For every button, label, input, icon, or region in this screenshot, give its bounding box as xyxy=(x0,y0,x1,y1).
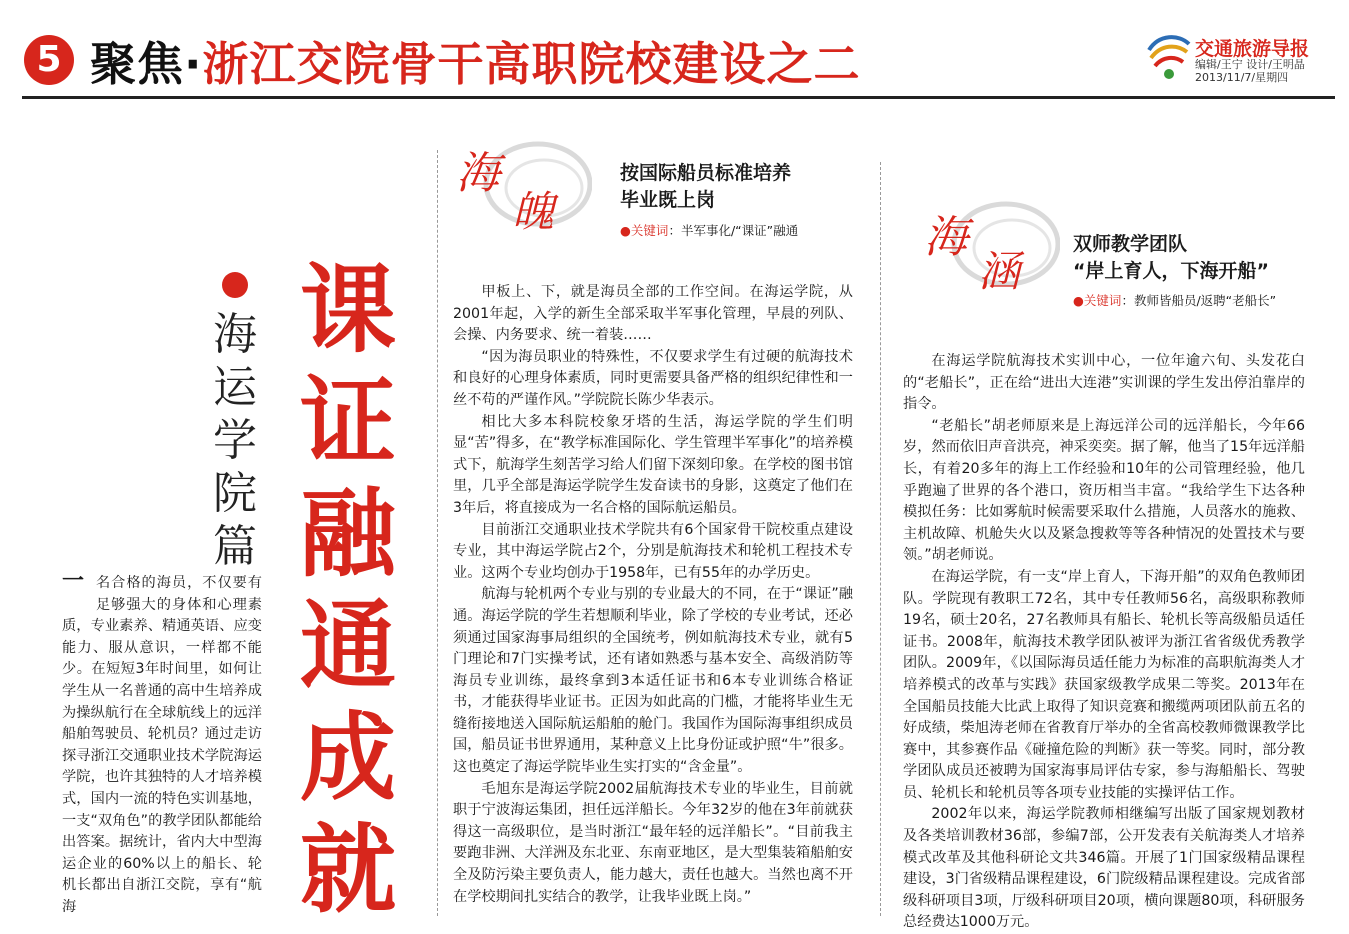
keyword-values: ：教师皆船员/返聘“老船长” xyxy=(1121,293,1277,308)
bullet-dot-icon xyxy=(222,272,248,298)
side-title-char: 学 xyxy=(213,415,257,466)
title-line: “岸上育人，下海开船” xyxy=(1073,260,1269,282)
headline-char: 课 xyxy=(300,254,396,366)
side-title xyxy=(210,308,260,573)
keywords-middle xyxy=(620,221,798,239)
header-rule xyxy=(22,96,1335,99)
issue-date: 2013/11/7/星期四 xyxy=(1195,71,1289,84)
title-separator: · xyxy=(184,37,203,91)
section-label: 聚焦 xyxy=(90,37,184,91)
editor-credits: 编辑/王宁 设计/王明晶 xyxy=(1195,58,1305,71)
title-line: 双师教学团队 xyxy=(1073,233,1188,255)
bullet-icon: ● xyxy=(620,223,631,238)
paragraph: “老船长”胡老师原来是上海远洋公司的远洋船长，今年66岁，然而依旧声音洪亮，神采奕奕。据了解，他当了15年远洋船长，有着20多年的海上工作经验和10年的公司管理经验，他几乎跑遍了世界的各个港口，资历相当丰富。“我给学生下达各种模拟任务：比如雾航时候需要采取什么措施，人员落水的施救、主机故障、机舱失火以及紧急搜救等等各种情况的处置技术与要领。”胡老师说。 xyxy=(903,417,1305,564)
title-line: 毕业既上岗 xyxy=(620,189,716,211)
intro-paragraph: 名合格的海员，不仅要有足够强大的身体和心理素质，专业素养、精通英语、应变能力、服从意识，一样都不能少。在短短3年时间里，如何让学生从一名普通的高中生培养成为操纵航行在全球航线上的远洋船舶驾驶员、轮机员？通过走访探寻浙江交通职业技术学院海运学院，也许其独特的人才培养模式，国内一流的特色实训基地，一支“双角色”的教学团队都能给出答案。据统计，省内大中型海运企业的60%以上的船长、轮机长都出自浙江交院，享有“航海 xyxy=(62,575,262,915)
paragraph: “因为海员职业的特殊性，不仅要求学生有过硬的航海技术和良好的心理身体素质，同时更需要具备严格的组织纪律性和一丝不苟的严谨作风。”学院院长陈少华表示。 xyxy=(453,348,853,408)
side-title-char: 院 xyxy=(213,468,257,519)
keyword-label: 关键词 xyxy=(630,223,669,238)
headline-char: 成 xyxy=(300,702,396,814)
paragraph: 航海与轮机两个专业与别的专业最大的不同，在于“课证”融通。海运学院的学生若想顺利毕业，除了学校的专业考试，还必须通过国家海事局组织的全国统考，例如航海技术专业，就有5门理论和7门实操考试，还有诸如熟悉与基本安全、高级消防等海员专业训练，最终拿到3本适任证书和6本专业训练合格证书，才能获得毕业证书。正因为如此高的门槛，才能将毕业生无缝衔接地送入国际航运船舶的舱门。我国作为国际海事组织成员国，船员证书世界通用，某种意义上比身份证或护照“牛”很多。这也奠定了海运学院毕业生实打实的“含金量”。 xyxy=(453,586,853,776)
paragraph: 2002年以来，海运学院教师相继编写出版了国家规划教材及各类培训教材36部，参编7部，公开发表有关航海类人才培养模式改革及其他科研论文共346篇。开展了1门国家级精品课程建设，3门省级精品课程建设，6门院级精品课程建设。完成省部级科研项目3项，厅级科研项目20项，横向课题80项，科研服务总经费达1000万元。 xyxy=(903,806,1305,931)
newspaper-logo-icon xyxy=(1145,30,1191,82)
badge-char: 海 xyxy=(924,212,968,263)
bullet-icon: ● xyxy=(1073,293,1084,308)
headline-char: 就 xyxy=(300,814,396,916)
intro-text xyxy=(62,573,262,916)
headline-char: 通 xyxy=(300,590,396,702)
paragraph: 毛旭东是海运学院2002届航海技术专业的毕业生，目前就职于宁波海运集团，担任远洋船长。今年32岁的他在3年前就获得这一高级职位，是当时浙江“最年轻的远洋船长”。“目前我主要跑非洲、大洋洲及东北亚、东南亚地区，是大型集装箱船舶安全及防污染主要负责人，能力越大，责任也越大。当然也离不开在学校期间扎实结合的教学，让我毕业既上岗。” xyxy=(453,780,853,905)
paragraph: 在海运学院，有一支“岸上育人，下海开船”的双角色教师团队。学院现有教职工72名，其中专任教师56名，高级职称教师19名，硕士20名，27名教师具有船长、轮机长等高级船员适任证书。2008年，航海技术教学团队被评为浙江省省级优秀教学团队。2009年，《以国际海员适任能力为标准的高职航海类人才培养模式的改革与实践》获国家级教学成果二等奖。2013年在全国船员技能大比武上取得了知识竞赛和搬缆两项团队前五名的好成绩，柴旭涛老师在省教育厅举办的全省高校教师微课教学比赛中，其参赛作品《碰撞危险的判断》获一等奖。同时，部分教学团队成员还被聘为国家海事局评估专家，参与海船船长、驾驶员、轮机长和轮机员等各项专业技能的实操评估工作。 xyxy=(903,568,1305,801)
title-line: 按国际船员标准培养 xyxy=(620,162,792,184)
keyword-values: ：半军事化/“课证”融通 xyxy=(668,223,799,238)
lead-dash: 一 xyxy=(62,573,85,594)
side-title-char: 篇 xyxy=(213,521,257,572)
series-title: 浙江交院骨干高职院校建设之二 xyxy=(202,37,861,91)
headline-char: 融 xyxy=(300,478,396,590)
keyword-label: 关键词 xyxy=(1083,293,1122,308)
section-title-middle xyxy=(620,160,791,214)
page-number-badge: 5 xyxy=(24,35,74,85)
badge-char: 魄 xyxy=(512,187,555,230)
paragraph: 甲板上、下，就是海员全部的工作空间。在海运学院，从2001年起，入学的新生全部采取半军事化管理，早晨的列队、会操、内务要求、统一着装…… xyxy=(453,284,853,344)
section-title-right xyxy=(1073,231,1269,285)
main-headline xyxy=(292,254,404,916)
paragraph: 目前浙江交通职业技术学院共有6个国家骨干院校重点建设专业，其中海运学院占2个，分别是航海技术和轮机工程技术专业。这两个专业均创办于1958年，已有55年的办学历史。 xyxy=(453,521,853,581)
section-badge-icon xyxy=(452,130,592,230)
article-middle xyxy=(453,282,853,908)
paragraph: 在海运学院航海技术实训中心，一位年逾六旬、头发花白的“老船长”，正在给“进出大连港”实训课的学生发出停泊靠岸的指令。 xyxy=(903,353,1305,413)
badge-char: 涵 xyxy=(978,247,1021,290)
column-divider xyxy=(880,162,881,916)
side-title-char: 运 xyxy=(213,362,257,413)
column-divider xyxy=(437,150,438,916)
side-title-char: 海 xyxy=(213,309,257,360)
brand-name: 交通旅游导报 xyxy=(1195,38,1310,60)
page-title xyxy=(90,28,860,94)
badge-char: 海 xyxy=(456,148,500,199)
credits xyxy=(1195,58,1305,84)
headline-char: 证 xyxy=(300,366,396,478)
keywords-right xyxy=(1073,291,1276,309)
section-badge-icon xyxy=(920,190,1060,290)
paragraph: 相比大多本科院校象牙塔的生活，海运学院的学生们明显“苦”得多，在“教学标准国际化、学生管理半军事化”的培养模式下，航海学生刻苦学习给人们留下深刻印象。在学校的图书馆里，几乎全部是海运学院学生发奋读书的身影，这奠定了他们在3年后，将直接成为一名合格的国际航运船员。 xyxy=(453,413,853,516)
article-right xyxy=(903,351,1305,934)
